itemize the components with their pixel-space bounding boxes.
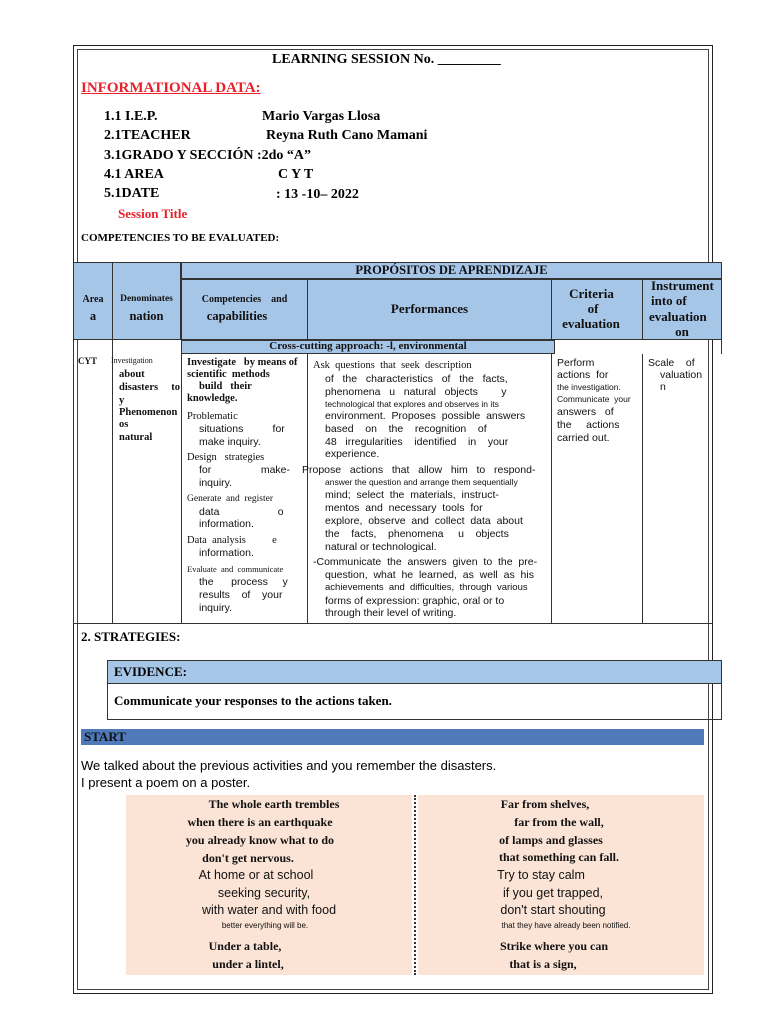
evidence-header bbox=[108, 661, 721, 684]
comp-line: Investigate by means of bbox=[187, 357, 298, 368]
perf-line: technological that explores and observes in its bbox=[325, 399, 499, 409]
crit-line: the actions bbox=[557, 419, 620, 431]
comp-line: inquiry. bbox=[199, 602, 233, 614]
denom-line: Investigation bbox=[111, 356, 153, 365]
comp-line: information. bbox=[199, 547, 254, 559]
comp-line: build their bbox=[199, 381, 252, 392]
poem-left-line: The whole earth trembles bbox=[208, 797, 340, 811]
poem-left-line: with water and with food bbox=[201, 903, 337, 917]
comp-line: Evaluate and communicate bbox=[187, 564, 284, 574]
teacher-value: Reyna Ruth Cano Mamani bbox=[266, 128, 428, 143]
perf-line: question, what he learned, as well as his bbox=[325, 569, 534, 581]
poem-left-line: you already know what to do bbox=[185, 833, 335, 847]
col-crit-line2: of bbox=[587, 301, 599, 316]
perf-line: mind; select the materials, instruct- bbox=[325, 489, 499, 501]
poem-left-line: don't get nervous. bbox=[202, 851, 294, 865]
session-title-label: Session Title bbox=[118, 206, 188, 221]
intro-line-2: I present a poem on a poster. bbox=[81, 775, 251, 790]
perf-line: Propose actions that allow him to respond- bbox=[302, 464, 536, 476]
area-label: 4.1 AREA bbox=[104, 167, 164, 182]
perf-line: of the characteristics of the facts, bbox=[325, 373, 508, 385]
perf-line: based on the recognition of bbox=[325, 423, 487, 435]
date-label: 5.1DATE bbox=[104, 186, 160, 201]
poem-left-line: Under a table, bbox=[208, 939, 282, 953]
inst-line: n bbox=[660, 381, 666, 393]
perf-line: 48 irregularities identified in your bbox=[325, 436, 509, 448]
iep-value: Mario Vargas Llosa bbox=[262, 109, 381, 124]
col-crit-line3: evaluation bbox=[562, 316, 620, 331]
poem-left-line: seeking security, bbox=[217, 886, 311, 900]
col-area-line2: a bbox=[89, 309, 97, 323]
iep-label: 1.1 I.E.P. bbox=[104, 109, 158, 124]
competencies-heading: COMPETENCIES TO BE EVALUATED: bbox=[81, 232, 280, 244]
perf-line: phenomena u natural objects y bbox=[325, 386, 507, 398]
poem-right-line: of lamps and glasses bbox=[499, 833, 603, 847]
col-denom-line2: nation bbox=[129, 309, 164, 323]
col-performances: Performances bbox=[390, 301, 469, 316]
poem-right-line: don't start shouting bbox=[500, 903, 606, 917]
date-value: : 13 -10– 2022 bbox=[276, 187, 359, 202]
denom-line: disasters to bbox=[119, 382, 180, 393]
crit-line: Perform bbox=[557, 357, 595, 369]
crit-line: carried out. bbox=[557, 432, 610, 444]
poem-right-line: Try to stay calm bbox=[497, 868, 585, 882]
perf-line: environment. Proposes possible answers bbox=[325, 410, 526, 422]
comp-line: Generate and register bbox=[187, 494, 273, 504]
evidence-text: Communicate your responses to the actions taken. bbox=[114, 693, 392, 708]
poem-right-line: Strike where you can bbox=[499, 939, 609, 953]
teacher-label: 2.1TEACHER bbox=[104, 128, 191, 143]
comp-line: data o bbox=[199, 506, 284, 518]
perf-line: achievements and difficulties, through various bbox=[325, 582, 528, 593]
perf-line: -Communicate the answers given to the pre- bbox=[313, 556, 538, 568]
comp-line: information. bbox=[199, 518, 254, 530]
poem-left-line: At home or at school bbox=[198, 868, 314, 882]
comp-line: Problematic bbox=[187, 411, 238, 422]
area-value: C Y T bbox=[278, 167, 314, 182]
cross-cutting-approach: Cross-cutting approach: -l, environmental bbox=[269, 340, 467, 352]
inst-line: Scale of bbox=[648, 357, 695, 369]
denom-line: y bbox=[119, 395, 125, 406]
poem-right-line: that something can fall. bbox=[499, 850, 619, 864]
poem-left-line: when there is an earthquake bbox=[187, 815, 333, 829]
inst-line: valuation bbox=[660, 369, 703, 381]
start-label: START bbox=[84, 729, 126, 744]
perf-line: forms of expression: graphic, oral or to bbox=[325, 595, 505, 607]
poem-right-line: that they have already been notified. bbox=[501, 921, 631, 930]
comp-line: Design strategies bbox=[187, 452, 265, 463]
crit-line: actions for bbox=[557, 369, 609, 381]
comp-line: make inquiry. bbox=[199, 436, 261, 448]
col-comp-line1: Competencies and bbox=[201, 294, 288, 305]
col-inst-line1: Instrument bbox=[651, 278, 714, 293]
intro-line-1: We talked about the previous activities and you remember the disasters. bbox=[81, 758, 497, 773]
col-comp-line2: capabilities bbox=[206, 309, 268, 323]
evidence-box bbox=[107, 660, 722, 720]
comp-line: for make- bbox=[199, 464, 291, 476]
poem-left-line: under a lintel, bbox=[212, 957, 284, 971]
perf-line: experience. bbox=[325, 448, 380, 460]
comp-line: situations for bbox=[199, 423, 285, 435]
perf-line: the facts, phenomena u objects bbox=[325, 528, 509, 540]
crit-line: answers of bbox=[557, 406, 614, 418]
col-area-line1: Area bbox=[82, 294, 104, 305]
informational-data-heading: INFORMATIONAL DATA: bbox=[81, 80, 261, 96]
poem-right-line: if you get trapped, bbox=[502, 886, 604, 900]
perf-line: Ask questions that seek description bbox=[313, 360, 472, 371]
comp-line: Data analysis e bbox=[187, 535, 277, 546]
evidence-label: EVIDENCE: bbox=[114, 664, 187, 679]
col-inst-line4: on bbox=[675, 324, 689, 339]
crit-line: the investigation. bbox=[557, 382, 621, 392]
poem-right-line: far from the wall, bbox=[514, 815, 604, 829]
perf-line: through their level of writing. bbox=[325, 607, 457, 619]
perf-line: mentos and necessary tools for bbox=[325, 502, 483, 514]
col-inst-line2: into of bbox=[651, 293, 687, 308]
strategies-heading: 2. STRATEGIES: bbox=[81, 629, 181, 644]
poem-right-line: Far from shelves, bbox=[500, 797, 590, 811]
poem-left-line: better everything will be. bbox=[221, 921, 309, 930]
area-cell: CYT bbox=[78, 356, 98, 366]
perf-line: explore, observe and collect data about bbox=[325, 515, 523, 527]
crit-line: Communicate your bbox=[557, 394, 631, 404]
session-title-heading: LEARNING SESSION No. _________ bbox=[272, 52, 501, 67]
grade-label: 3.1GRADO Y SECCIÓN :2do “A” bbox=[104, 148, 312, 163]
comp-line: the process y bbox=[199, 576, 288, 588]
comp-line: knowledge. bbox=[187, 393, 238, 404]
comp-line: inquiry. bbox=[199, 477, 233, 489]
poem-poster bbox=[126, 795, 704, 975]
col-denom-line1: Denominates bbox=[120, 294, 173, 304]
denom-line: Phenomenon bbox=[119, 407, 178, 418]
perf-line: natural or technological. bbox=[325, 541, 437, 553]
perf-line: answer the question and arrange them sequentially bbox=[325, 477, 518, 487]
denom-line: about bbox=[119, 369, 145, 380]
comp-line: scientific methods bbox=[187, 369, 270, 380]
poem-right-line: that is a sign, bbox=[509, 957, 577, 971]
comp-line: results of your bbox=[199, 589, 283, 601]
col-crit-line1: Criteria bbox=[569, 286, 614, 301]
denom-line: os bbox=[119, 419, 129, 430]
proposito-heading: PROPÓSITOS DE APRENDIZAJE bbox=[355, 263, 548, 277]
col-inst-line3: evaluation bbox=[649, 309, 707, 324]
start-bar bbox=[81, 729, 704, 745]
denom-line: natural bbox=[119, 432, 153, 443]
